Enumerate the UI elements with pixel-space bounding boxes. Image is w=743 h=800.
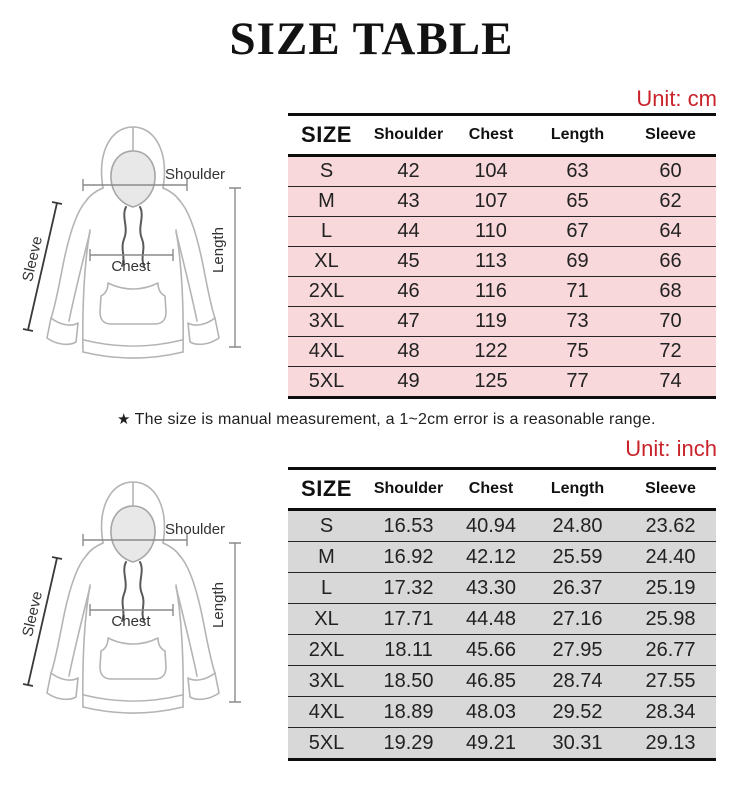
measurement-value-cell: 27.55 (625, 666, 716, 697)
size-row (288, 604, 716, 635)
measurement-value-cell: 70 (625, 307, 716, 337)
right-sleeve-inner (176, 587, 197, 676)
measurement-value-cell: 46 (365, 277, 452, 307)
measurement-value-cell: 60 (625, 156, 716, 187)
measurement-value-cell: 72 (625, 337, 716, 367)
length-measure-line (229, 543, 241, 702)
size-row (288, 367, 716, 398)
left-cuff (47, 318, 78, 344)
measurement-value-cell: 48.03 (452, 697, 530, 728)
measurement-value-cell: 77 (530, 367, 625, 398)
length-measure-line (229, 188, 241, 347)
size-label-cell: L (288, 573, 365, 604)
measurement-value-cell: 63 (530, 156, 625, 187)
unit-label-cm: Unit: cm (636, 86, 717, 111)
hem-top (84, 340, 182, 346)
left-cuff (47, 673, 78, 699)
size-row (288, 247, 716, 277)
size-row (288, 728, 716, 760)
measurement-value-cell: 26.77 (625, 635, 716, 666)
measurement-value-cell: 104 (452, 156, 530, 187)
measurement-value-cell: 43 (365, 187, 452, 217)
size-row (288, 187, 716, 217)
measurement-value-cell: 75 (530, 337, 625, 367)
measurement-value-cell: 18.11 (365, 635, 452, 666)
measurement-value-cell: 27.16 (530, 604, 625, 635)
hoodie-diagram-svg (10, 100, 280, 400)
size-label-cell: 3XL (288, 666, 365, 697)
shoulder-label: Shoulder (165, 521, 226, 538)
size-row (288, 277, 716, 307)
shoulder-label: Shoulder (165, 166, 226, 183)
measurement-value-cell: 119 (452, 307, 530, 337)
size-label-cell: S (288, 510, 365, 542)
measurement-value-cell: 65 (530, 187, 625, 217)
page-title: SIZE TABLE (229, 13, 514, 65)
column-header-shoulder: Shoulder (365, 115, 452, 156)
size-label-cell: 5XL (288, 728, 365, 760)
size-label-cell: 4XL (288, 337, 365, 367)
column-header-length: Length (530, 469, 625, 510)
size-label-cell: M (288, 187, 365, 217)
measurement-value-cell: 64 (625, 217, 716, 247)
hood-face-opening (111, 151, 155, 207)
hood-face-opening (111, 506, 155, 562)
measurement-value-cell: 47 (365, 307, 452, 337)
hoodie-measurement-diagram (10, 100, 280, 400)
size-row (288, 510, 716, 542)
measurement-value-cell: 74 (625, 367, 716, 398)
sleeve-label: Sleeve (19, 234, 47, 284)
size-label-cell: XL (288, 604, 365, 635)
sleeve-label: Sleeve (19, 589, 47, 639)
measurement-value-cell: 25.59 (530, 542, 625, 573)
measurement-value-cell: 113 (452, 247, 530, 277)
measurement-value-cell: 43.30 (452, 573, 530, 604)
measurement-value-cell: 19.29 (365, 728, 452, 760)
measurement-value-cell: 116 (452, 277, 530, 307)
right-cuff (188, 318, 219, 344)
column-header-length: Length (530, 115, 625, 156)
unit-label-inch: Unit: inch (625, 436, 717, 461)
right-shoulder (163, 543, 180, 556)
right-shoulder (163, 188, 180, 201)
measurement-value-cell: 29.52 (530, 697, 625, 728)
hem-bottom (83, 352, 183, 358)
size-row (288, 573, 716, 604)
measurement-value-cell: 125 (452, 367, 530, 398)
size-row (288, 217, 716, 247)
measurement-value-cell: 26.37 (530, 573, 625, 604)
measurement-value-cell: 49 (365, 367, 452, 398)
left-shoulder (86, 188, 103, 201)
size-table-cm (288, 113, 716, 399)
size-label-cell: 2XL (288, 277, 365, 307)
measurement-note-text: The size is manual measurement, a 1~2cm error is a reasonable range. (134, 411, 656, 428)
measurement-value-cell: 44.48 (452, 604, 530, 635)
size-row (288, 635, 716, 666)
measurement-value-cell: 44 (365, 217, 452, 247)
hoodie-diagram-svg (10, 455, 280, 755)
measurement-value-cell: 27.95 (530, 635, 625, 666)
measurement-value-cell: 40.94 (452, 510, 530, 542)
measurement-value-cell: 25.98 (625, 604, 716, 635)
table-header-row (288, 469, 716, 510)
size-row (288, 542, 716, 573)
right-sleeve-inner (176, 232, 197, 321)
measurement-value-cell: 25.19 (625, 573, 716, 604)
kangaroo-pocket (100, 638, 166, 679)
measurement-value-cell: 18.50 (365, 666, 452, 697)
measurement-value-cell: 42.12 (452, 542, 530, 573)
hem-bottom (83, 707, 183, 713)
left-sleeve-outer (51, 556, 86, 673)
size-row (288, 697, 716, 728)
measurement-value-cell: 24.40 (625, 542, 716, 573)
measurement-value-cell: 17.71 (365, 604, 452, 635)
column-header-sleeve: Sleeve (625, 115, 716, 156)
size-table-inch-body (288, 510, 716, 760)
left-sleeve-inner (69, 232, 90, 321)
measurement-value-cell: 62 (625, 187, 716, 217)
column-header-chest: Chest (452, 469, 530, 510)
measurement-value-cell: 48 (365, 337, 452, 367)
size-table-cm-body (288, 156, 716, 398)
size-label-cell: XL (288, 247, 365, 277)
measurement-value-cell: 16.53 (365, 510, 452, 542)
measurement-value-cell: 42 (365, 156, 452, 187)
column-header-shoulder: Shoulder (365, 469, 452, 510)
size-label-cell: L (288, 217, 365, 247)
column-header-chest: Chest (452, 115, 530, 156)
size-label-cell: M (288, 542, 365, 573)
length-label: Length (210, 582, 227, 628)
measurement-note (117, 410, 656, 429)
measurement-value-cell: 45 (365, 247, 452, 277)
measurement-value-cell: 68 (625, 277, 716, 307)
hem-top (84, 695, 182, 701)
measurement-value-cell: 16.92 (365, 542, 452, 573)
measurement-value-cell: 107 (452, 187, 530, 217)
measurement-value-cell: 28.74 (530, 666, 625, 697)
measurement-value-cell: 18.89 (365, 697, 452, 728)
size-table-inch (288, 467, 716, 761)
chest-label: Chest (111, 613, 151, 630)
measurement-value-cell: 46.85 (452, 666, 530, 697)
measurement-value-cell: 49.21 (452, 728, 530, 760)
size-label-cell: 4XL (288, 697, 365, 728)
measurement-value-cell: 66 (625, 247, 716, 277)
measurement-value-cell: 24.80 (530, 510, 625, 542)
column-header-size: SIZE (288, 115, 365, 156)
measurement-value-cell: 23.62 (625, 510, 716, 542)
table-header-row (288, 115, 716, 156)
measurement-value-cell: 30.31 (530, 728, 625, 760)
measurement-value-cell: 29.13 (625, 728, 716, 760)
left-shoulder (86, 543, 103, 556)
size-row (288, 307, 716, 337)
column-header-size: SIZE (288, 469, 365, 510)
hoodie-outline (47, 127, 219, 358)
measurement-value-cell: 122 (452, 337, 530, 367)
column-header-sleeve: Sleeve (625, 469, 716, 510)
size-label-cell: 2XL (288, 635, 365, 666)
size-row (288, 666, 716, 697)
measurement-value-cell: 67 (530, 217, 625, 247)
measurement-value-cell: 28.34 (625, 697, 716, 728)
size-label-cell: 3XL (288, 307, 365, 337)
measurement-value-cell: 110 (452, 217, 530, 247)
hoodie-outline (47, 482, 219, 713)
hoodie-measurement-diagram (10, 455, 280, 755)
left-sleeve-outer (51, 201, 86, 318)
size-label-cell: 5XL (288, 367, 365, 398)
star-icon: ★ (117, 411, 131, 428)
size-label-cell: S (288, 156, 365, 187)
measurement-value-cell: 17.32 (365, 573, 452, 604)
measurement-value-cell: 69 (530, 247, 625, 277)
measurement-value-cell: 71 (530, 277, 625, 307)
kangaroo-pocket (100, 283, 166, 324)
measurement-value-cell: 45.66 (452, 635, 530, 666)
measurement-value-cell: 73 (530, 307, 625, 337)
size-row (288, 337, 716, 367)
size-row (288, 156, 716, 187)
length-label: Length (210, 227, 227, 273)
right-cuff (188, 673, 219, 699)
left-sleeve-inner (69, 587, 90, 676)
chest-label: Chest (111, 258, 151, 275)
